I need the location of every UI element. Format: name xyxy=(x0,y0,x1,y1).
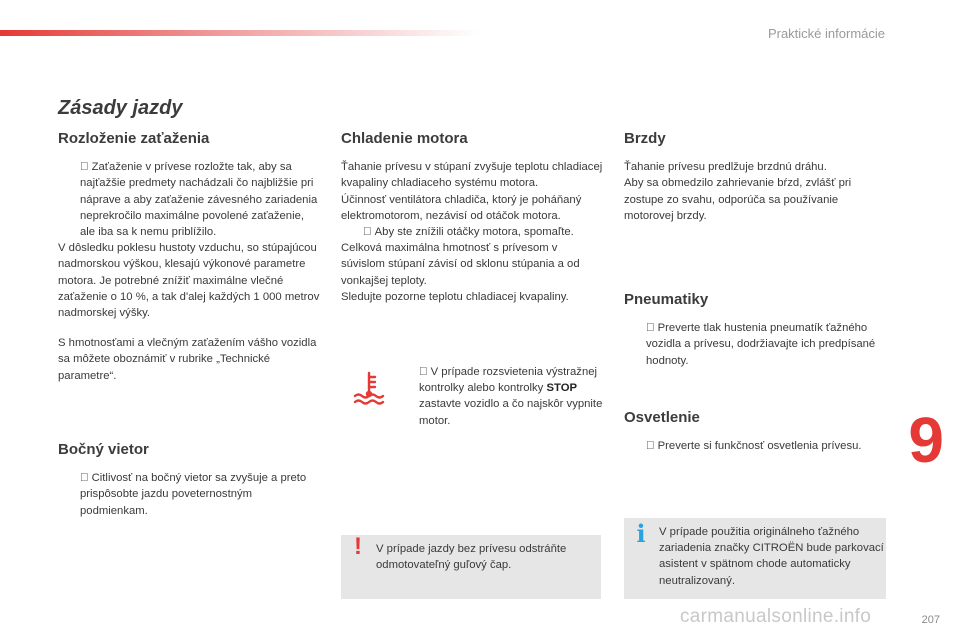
section-engine-cooling xyxy=(341,131,603,305)
paragraph: Celková maximálna hmotnosť s prívesom v súvislom stúpaní závisí od sklonu stúpania a od vonkajšej teploty. xyxy=(341,242,580,287)
watermark: carmanualsonline.info xyxy=(680,606,872,627)
paragraph: Účinnosť ventilátora chladiča, ktorý je poháňaný elektromotorom, nezávisí od otáčok motora. xyxy=(341,193,582,222)
heading-tyres: Pneumatiky xyxy=(624,291,709,308)
warning-text-post: zastavte vozidlo a čo najskôr vypnite motor. xyxy=(419,398,603,427)
section-tyres xyxy=(624,292,886,369)
bullet-text: Zaťaženie v prívese rozložte tak, aby sa najťažšie predmety nachádzali čo najbližšie pri náprave a aby zaťaženie závesného zariadenia neprekročilo maximálne povolené zaťaženie, ale iba sa k nemu priblížilo. xyxy=(80,161,318,239)
page-title: Zásady jazdy xyxy=(58,97,183,119)
bullet-item xyxy=(341,224,603,240)
bullet-item xyxy=(58,159,320,240)
bullet-text: Preverte si funkčnosť osvetlenia prívesu. xyxy=(657,440,862,453)
heading-side-wind: Bočný vietor xyxy=(58,441,149,458)
exclamation-icon: ! xyxy=(354,533,362,560)
warning-text-pre: V prípade rozsvietenia výstražnej kontrolky alebo kontrolky xyxy=(419,366,598,395)
bullet-text: Citlivosť na bočný vietor sa zvyšuje a preto prispôsobte jazdu poveternostným podmienkam. xyxy=(80,472,307,517)
info-note-text: V prípade použitia originálneho ťažného zariadenia značky CITROËN bude parkovací asistent v spätnom chode automaticky neutralizovaný. xyxy=(659,526,884,587)
warning-text xyxy=(397,364,607,429)
bullet-item xyxy=(624,320,886,369)
heading-engine-cooling: Chladenie motora xyxy=(341,130,468,147)
paragraph: V dôsledku poklesu hustoty vzduchu, so stúpajúcou nadmorskou výškou, klesajú výkonové parametre motora. Je potrebné znížiť maximálne vlečné zaťaženie o 10 %, a tak d'alej každých 1 000 metrov nadmorskej výšky. xyxy=(58,242,320,320)
bullet-item xyxy=(58,470,320,519)
bullet-item xyxy=(624,438,886,454)
heading-brakes: Brzdy xyxy=(624,130,666,147)
warning-note-text: V prípade jazdy bez prívesu odstráňte odmotovateľný guľový čap. xyxy=(376,543,567,572)
bullet-text: Aby ste znížili otáčky motora, spomaľte. xyxy=(374,226,574,239)
info-note xyxy=(624,518,886,599)
warning-note xyxy=(341,535,601,599)
stop-label: STOP xyxy=(546,382,578,395)
coolant-warning xyxy=(341,364,603,436)
heading-lighting: Osvetlenie xyxy=(624,409,700,426)
chapter-number: 9 xyxy=(908,404,944,476)
coolant-temperature-icon xyxy=(349,368,389,408)
paragraph: Aby sa obmedzilo zahrievanie bŕzd, zvlášť pri zostupe zo svahu, odporúča sa používanie motorovej brzdy. xyxy=(624,177,852,222)
section-brakes xyxy=(624,131,886,224)
page-number: 207 xyxy=(921,614,940,626)
bullet-text: Preverte tlak hustenia pneumatík ťažného vozidla a prívesu, dodržiavajte ich predpísané hodnoty. xyxy=(646,322,876,367)
header-accent-bar xyxy=(0,30,480,36)
paragraph: Sledujte pozorne teplotu chladiacej kvapaliny. xyxy=(341,290,569,303)
heading-load-distribution: Rozloženie zaťaženia xyxy=(58,130,210,147)
section-load-distribution xyxy=(58,131,320,384)
section-side-wind xyxy=(58,442,320,519)
section-header: Praktické informácie xyxy=(767,26,885,41)
bullet-item xyxy=(397,364,607,429)
info-icon: i xyxy=(636,519,646,548)
section-lighting xyxy=(624,410,886,454)
paragraph: Ťahanie prívesu predlžuje brzdnú dráhu. xyxy=(624,161,827,174)
paragraph: S hmotnosťami a vlečným zaťažením vášho vozidla sa môžete oboznámiť v rubrike „Technické parametre“. xyxy=(58,337,317,382)
paragraph: Ťahanie prívesu v stúpaní zvyšuje teplotu chladiacej kvapaliny chladiaceho systému motora. xyxy=(341,161,603,190)
